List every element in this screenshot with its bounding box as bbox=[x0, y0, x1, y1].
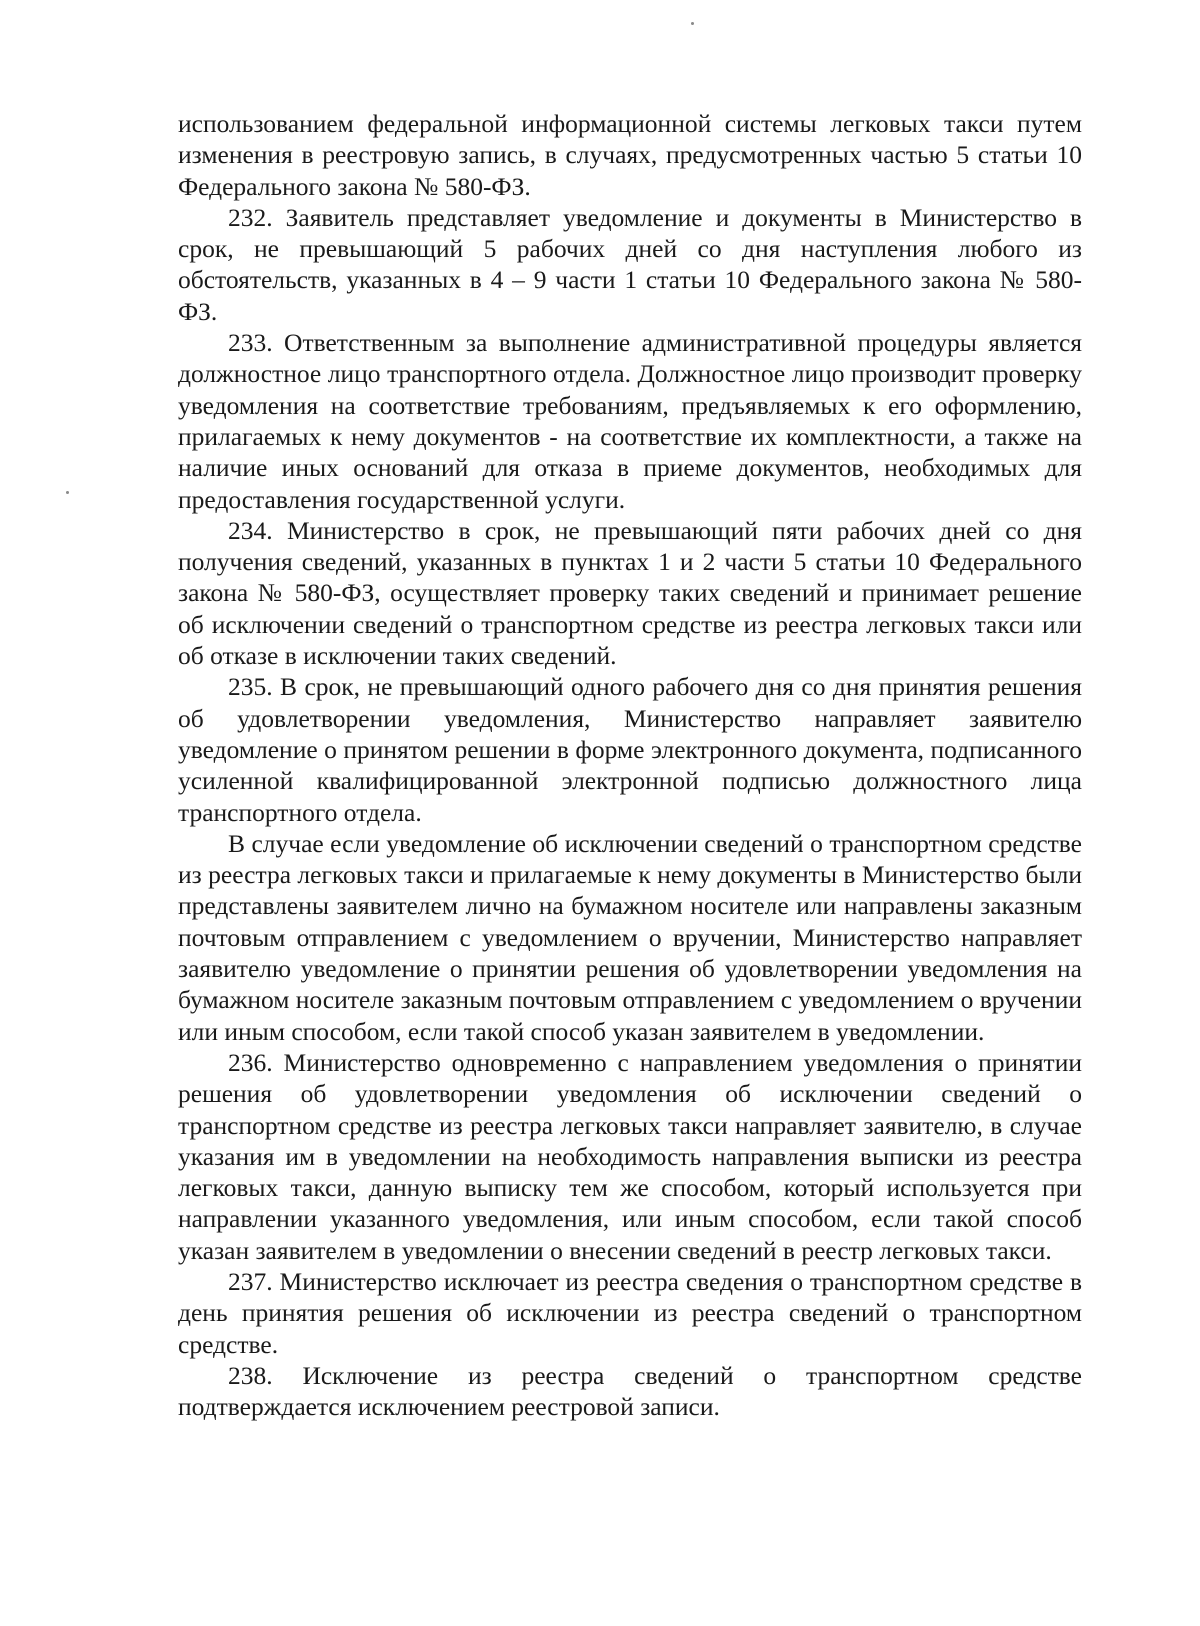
paragraph-237: 237. Министерство исключает из реестра сведения о транспортном средстве в день принятия решения об исключении из реестра сведений о транспортном средстве. bbox=[178, 1266, 1082, 1359]
document-body bbox=[178, 108, 1082, 1422]
paragraph-235: 235. В срок, не превышающий одного рабочего дня со дня принятия решения об удовлетворении уведомления, Министерство направляет заявителю уведомление о принятом решении в форме электронного документа, подписанного усиленной квалифицированной электронной подписью должностного лица транспортного отдела. bbox=[178, 672, 1082, 827]
paragraph-235-continued: В случае если уведомление об исключении сведений о транспортном средстве из реестра легковых такси и прилагаемые к нему документы в Министерство были представлены заявителем лично на бумажном носителе или направлены заказным почтовым отправлением с уведомлением о вручении, Министерство направляет заявителю уведомление о принятии решения об удовлетворении уведомления на бумажном носителе заказным почтовым отправлением с уведомлением о вручении или иным способом, если такой способ указан заявителем в уведомлении. bbox=[178, 828, 1082, 1046]
paragraph-233: 233. Ответственным за выполнение административной процедуры является должностное лицо транспортного отдела. Должностное лицо производит проверку уведомления на соответствие требованиям, предъявляемых к его оформлению, прилагаемых к нему документов - на соответствие их комплектности, а также на наличие иных оснований для отказа в приеме документов, необходимых для предоставления государственной услуги. bbox=[178, 328, 1082, 514]
scan-speck-left bbox=[66, 491, 69, 494]
paragraph-236: 236. Министерство одновременно с направлением уведомления о принятии решения об удовлетворении уведомления об исключении сведений о транспортном средстве из реестра легковых такси направляет заявителю, в случае указания им в уведомлении на необходимость направления выписки из реестра легковых такси, данную выписку тем же способом, который используется при направлении указанного уведомления, или иным способом, если такой способ указан заявителем в уведомлении о внесении сведений в реестр легковых такси. bbox=[178, 1047, 1082, 1265]
paragraph-238: 238. Исключение из реестра сведений о транспортном средстве подтверждается исключением реестровой записи. bbox=[178, 1360, 1082, 1422]
paragraph-continuation: использованием федеральной информационной системы легковых такси путем изменения в реестровую запись, в случаях, предусмотренных частью 5 статьи 10 Федерального закона № 580-ФЗ. bbox=[178, 109, 1082, 201]
scan-speck-top bbox=[691, 22, 694, 25]
paragraph-234: 234. Министерство в срок, не превышающий пяти рабочих дней со дня получения сведений, указанных в пунктах 1 и 2 части 5 статьи 10 Федерального закона № 580-ФЗ, осуществляет проверку таких сведений и принимает решение об исключении сведений о транспортном средстве из реестра легковых такси или об отказе в исключении таких сведений. bbox=[178, 515, 1082, 671]
paragraph-232: 232. Заявитель представляет уведомление и документы в Министерство в срок, не превышающий 5 рабочих дней со дня наступления любого из обстоятельств, указанных в 4 – 9 части 1 статьи 10 Федерального закона № 580-ФЗ. bbox=[178, 202, 1082, 326]
